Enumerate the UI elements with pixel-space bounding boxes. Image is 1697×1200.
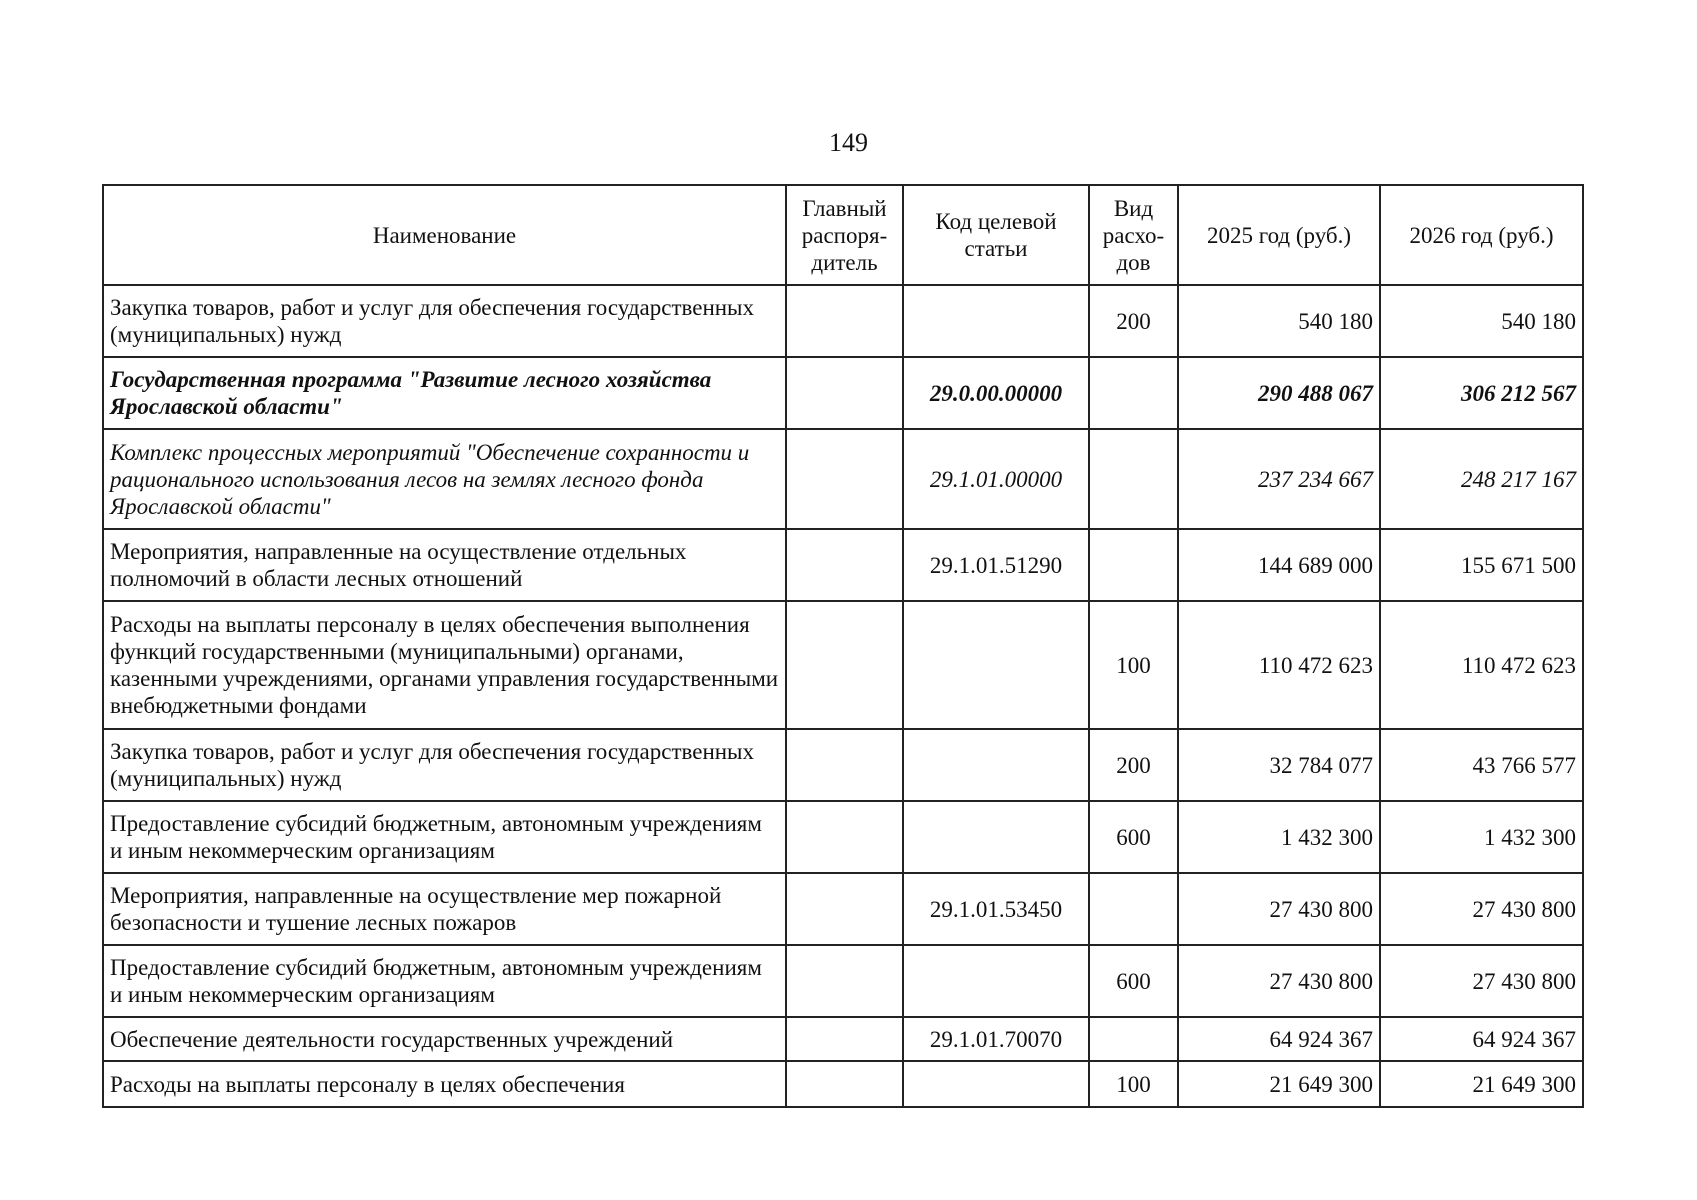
cell-code: 29.1.01.53450 xyxy=(903,873,1089,945)
cell-manager xyxy=(786,1061,903,1107)
cell-name: Предоставление субсидий бюджетным, автономным учреждениям и иным некоммерческим организациям xyxy=(103,801,786,873)
table-row xyxy=(103,601,1583,729)
budget-table xyxy=(102,184,1584,1108)
header-code: Код целевой статьи xyxy=(903,185,1089,285)
header-manager: Главный распоря-дитель xyxy=(786,185,903,285)
table-row xyxy=(103,529,1583,601)
cell-2025: 21 649 300 xyxy=(1178,1061,1380,1107)
cell-name: Государственная программа "Развитие лесного хозяйства Ярославской области" xyxy=(103,357,786,429)
cell-type xyxy=(1089,873,1178,945)
cell-manager xyxy=(786,285,903,357)
cell-2026: 21 649 300 xyxy=(1380,1061,1583,1107)
cell-code xyxy=(903,601,1089,729)
cell-type: 100 xyxy=(1089,601,1178,729)
cell-type: 600 xyxy=(1089,801,1178,873)
cell-name: Комплекс процессных мероприятий "Обеспечение сохранности и рационального использования лесов на землях лесного фонда Ярославской области" xyxy=(103,429,786,529)
header-type: Вид расхо-дов xyxy=(1089,185,1178,285)
cell-code xyxy=(903,1061,1089,1107)
table-row xyxy=(103,729,1583,801)
cell-type xyxy=(1089,429,1178,529)
cell-code xyxy=(903,801,1089,873)
cell-2025: 237 234 667 xyxy=(1178,429,1380,529)
cell-2025: 540 180 xyxy=(1178,285,1380,357)
table-row xyxy=(103,357,1583,429)
cell-manager xyxy=(786,729,903,801)
cell-type xyxy=(1089,357,1178,429)
cell-code: 29.1.01.51290 xyxy=(903,529,1089,601)
table-row xyxy=(103,801,1583,873)
cell-name: Предоставление субсидий бюджетным, автономным учреждениям и иным некоммерческим организациям xyxy=(103,945,786,1017)
cell-type: 100 xyxy=(1089,1061,1178,1107)
cell-manager xyxy=(786,1017,903,1061)
cell-manager xyxy=(786,529,903,601)
cell-name: Расходы на выплаты персоналу в целях обеспечения выполнения функций государственными (муниципальными) органами, казенными учреждениями, органами управления государственными внебюджетными фондами xyxy=(103,601,786,729)
cell-2026: 540 180 xyxy=(1380,285,1583,357)
table-row xyxy=(103,429,1583,529)
cell-2026: 27 430 800 xyxy=(1380,873,1583,945)
cell-2026: 27 430 800 xyxy=(1380,945,1583,1017)
cell-code xyxy=(903,729,1089,801)
table-row xyxy=(103,873,1583,945)
cell-manager xyxy=(786,945,903,1017)
cell-code: 29.1.01.70070 xyxy=(903,1017,1089,1061)
header-name: Наименование xyxy=(103,185,786,285)
cell-type: 200 xyxy=(1089,729,1178,801)
cell-2026: 1 432 300 xyxy=(1380,801,1583,873)
cell-name: Обеспечение деятельности государственных учреждений xyxy=(103,1017,786,1061)
cell-code: 29.0.00.00000 xyxy=(903,357,1089,429)
table-row xyxy=(103,1017,1583,1061)
cell-name: Расходы на выплаты персоналу в целях обеспечения xyxy=(103,1061,786,1107)
cell-2025: 64 924 367 xyxy=(1178,1017,1380,1061)
page-number: 149 xyxy=(829,128,868,157)
cell-code xyxy=(903,285,1089,357)
table-row xyxy=(103,285,1583,357)
cell-name: Мероприятия, направленные на осуществление мер пожарной безопасности и тушение лесных пожаров xyxy=(103,873,786,945)
cell-2026: 248 217 167 xyxy=(1380,429,1583,529)
cell-2026: 155 671 500 xyxy=(1380,529,1583,601)
table-row xyxy=(103,945,1583,1017)
cell-2025: 290 488 067 xyxy=(1178,357,1380,429)
cell-2025: 32 784 077 xyxy=(1178,729,1380,801)
header-2026: 2026 год (руб.) xyxy=(1380,185,1583,285)
cell-manager xyxy=(786,357,903,429)
cell-name: Закупка товаров, работ и услуг для обеспечения государственных (муниципальных) нужд xyxy=(103,285,786,357)
cell-2025: 144 689 000 xyxy=(1178,529,1380,601)
header-2025: 2025 год (руб.) xyxy=(1178,185,1380,285)
cell-code xyxy=(903,945,1089,1017)
cell-manager xyxy=(786,601,903,729)
cell-2026: 110 472 623 xyxy=(1380,601,1583,729)
cell-type xyxy=(1089,529,1178,601)
cell-2026: 43 766 577 xyxy=(1380,729,1583,801)
table-row xyxy=(103,1061,1583,1107)
cell-manager xyxy=(786,801,903,873)
cell-type: 200 xyxy=(1089,285,1178,357)
cell-manager xyxy=(786,873,903,945)
cell-2026: 64 924 367 xyxy=(1380,1017,1583,1061)
cell-name: Мероприятия, направленные на осуществление отдельных полномочий в области лесных отношений xyxy=(103,529,786,601)
cell-2025: 110 472 623 xyxy=(1178,601,1380,729)
cell-2025: 27 430 800 xyxy=(1178,945,1380,1017)
cell-2025: 27 430 800 xyxy=(1178,873,1380,945)
cell-manager xyxy=(786,429,903,529)
cell-code: 29.1.01.00000 xyxy=(903,429,1089,529)
cell-2025: 1 432 300 xyxy=(1178,801,1380,873)
cell-type: 600 xyxy=(1089,945,1178,1017)
cell-name: Закупка товаров, работ и услуг для обеспечения государственных (муниципальных) нужд xyxy=(103,729,786,801)
table-header-row xyxy=(103,185,1583,285)
cell-type xyxy=(1089,1017,1178,1061)
cell-2026: 306 212 567 xyxy=(1380,357,1583,429)
